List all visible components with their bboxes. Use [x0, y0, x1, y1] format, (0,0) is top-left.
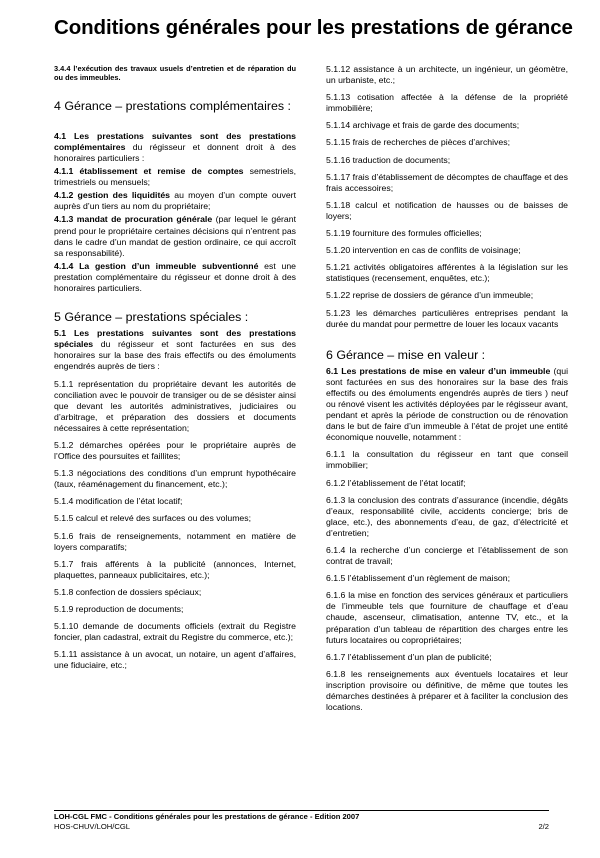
list-item: 5.1.5 calcul et relevé des surfaces ou des volumes;	[54, 513, 252, 524]
section-5-1-text: du régisseur et sont facturées en sus des honoraires sur la base des frais effectifs ou des émoluments engendrés auprès de tiers :	[54, 339, 296, 372]
section-6-1	[326, 366, 568, 444]
section-4-1-1	[54, 166, 296, 188]
section-4-1-3-text: (par lequel le gérant prend pour le propriétaire certaines décisions qui n’entrent pas dans le cadre d’un mandat de gestion ordinaire, ce qui accroît sa responsabilité).	[54, 214, 297, 258]
section-5-heading: 5 Gérance – prestations spéciales :	[54, 310, 249, 325]
list-item: 5.1.4 modification de l’état locatif;	[54, 496, 183, 507]
left-column	[54, 64, 296, 677]
section-5-1	[54, 328, 296, 372]
section-4-1-1-lead: 4.1.1 établissement et remise de comptes	[54, 166, 244, 177]
footer-reference-line	[54, 822, 549, 832]
list-item: 5.1.23 les démarches particulières entreprises pendant la durée du mandat pour permettre de louer les locaux vacants	[326, 307, 568, 329]
list-item: 5.1.22 reprise de dossiers de gérance d’un immeuble;	[326, 290, 534, 301]
section-4-1-4	[54, 261, 296, 294]
list-item: 6.1.2 l’établissement de l’état locatif;	[326, 477, 466, 488]
section-4-1-4-lead: 4.1.4 La gestion d’un immeuble subventionné	[54, 260, 259, 271]
section-6-1-text: (qui sont facturées en sus des honoraires sur la base des frais effectifs ou des émoluments engendrés auprès de tiers ) neuf ou rénové visent les activités déployées par le régisseur avant, pendant et après la période de construction ou de rénovation dans le but de faire d’un immeuble à l’état de projet une entité économique nouvelle, notamment :	[326, 365, 568, 443]
list-item: 5.1.13 cotisation affectée à la défense de la propriété immobilière;	[326, 92, 568, 114]
section-4-1-3-lead: 4.1.3 mandat de procuration générale	[54, 214, 213, 225]
list-item: 5.1.14 archivage et frais de garde des documents;	[326, 120, 520, 131]
list-item: 6.1.1 la consultation du régisseur en tant que conseil immobilier;	[326, 449, 568, 471]
section-4-1	[54, 131, 296, 164]
section-6-heading: 6 Gérance – mise en valeur :	[326, 347, 486, 362]
list-item: 5.1.3 négociations des conditions d’un emprunt hypothécaire (taux, réaménagement du financement, etc.);	[54, 468, 296, 490]
list-item: 5.1.19 fourniture des formules officielles;	[326, 228, 482, 239]
section-4-heading: 4 Gérance – prestations complémentaires :	[54, 98, 291, 113]
section-4-1-3	[54, 214, 296, 258]
section-4-1-2-lead: 4.1.2 gestion des liquidités	[54, 190, 171, 201]
page-footer	[54, 810, 549, 832]
section-4-1-text: du régisseur et donnent droit à des honoraires particuliers :	[54, 141, 296, 163]
list-item: 5.1.16 traduction de documents;	[326, 154, 451, 165]
list-item: 5.1.10 demande de documents officiels (extrait du Registre foncier, plan cadastral, extrait du Registre du commerce, etc.);	[54, 621, 296, 643]
list-item: 6.1.5 l’établissement d’un règlement de maison;	[326, 573, 510, 584]
list-item: 6.1.8 les renseignements aux éventuels locataires et leur inscription provisoire ou définitive, de même que toutes les démarches destinées à préparer et à faciliter la conclusion des locations.	[326, 668, 568, 713]
list-item: 5.1.21 activités obligatoires afférentes à la législation sur les statistiques (recensement, enquêtes, etc.);	[326, 262, 568, 284]
page-title: Conditions générales pour les prestations de gérance	[54, 16, 573, 39]
list-item: 5.1.1 représentation du propriétaire devant les autorités de conciliation avec le pouvoir de transiger ou de se désister ainsi que devant les autorités administratives, judiciaires ou d’arbitrage, et préparation des dossiers et documents nécessaires à cette représentation;	[54, 378, 296, 433]
list-item: 6.1.3 la conclusion des contrats d’assurance (incendie, dégâts d’eaux, responsabilité civile, accidents concierge; bris de glace, etc.), des abonnements d’eau, de gaz, d’électricité et d’entretien;	[326, 494, 568, 538]
section-5-1-lead: 5.1 Les prestations suivantes sont des prestations spéciales	[54, 328, 296, 350]
intro-paragraph: 3.4.4 l’exécution des travaux usuels d’entretien et de réparation du ou des immeubles.	[54, 64, 296, 83]
section-4-1-2	[54, 190, 296, 212]
list-item: 5.1.15 frais de recherches de pièces d’archives;	[326, 137, 510, 148]
list-item: 5.1.2 démarches opérées pour le propriétaire auprès de l’Office des poursuites et faillites;	[54, 439, 296, 462]
section-4-1-4-text: est une prestation complémentaire du régisseur et donne droit à des honoraires particuliers.	[54, 260, 296, 294]
footer-reference: HOS-CHUV/LOH/CGL	[54, 822, 130, 831]
list-item: 5.1.17 frais d’établissement de décomptes de chauffage et des frais accessoires;	[326, 171, 568, 193]
list-item: 5.1.12 assistance à un architecte, un ingénieur, un géomètre, un urbaniste, etc.;	[326, 64, 568, 86]
footer-document-title: LOH-CGL FMC - Conditions générales pour les prestations de gérance - Edition 2007	[54, 812, 360, 821]
list-item: 6.1.7 l’établissement d’un plan de publicité;	[326, 651, 492, 662]
list-item: 6.1.6 la mise en fonction des services généraux et particuliers de l’immeuble tels que fourniture de chauffage et d’eau chaude, ascenseur, climatisation, antenne TV, etc., et la préparation d’un tableau de répartition des charges entre les futurs locataires ou copropriétaires;	[326, 590, 568, 645]
list-item: 5.1.20 intervention en cas de conflits de voisinage;	[326, 245, 521, 256]
list-item: 5.1.18 calcul et notification de hausses ou de baisses de loyers;	[326, 199, 568, 221]
section-6-1-lead: 6.1 Les prestations de mise en valeur d’un immeuble	[326, 365, 551, 376]
list-item: 5.1.9 reproduction de documents;	[54, 604, 184, 614]
page-number: 2/2	[538, 822, 549, 831]
list-item: 5.1.7 frais afférents à la publicité (annonces, Internet, plaquettes, panneaux publicitaires, etc.);	[54, 558, 296, 580]
list-item: 6.1.4 la recherche d’un concierge et l’établissement de son contrat de travail;	[326, 545, 568, 567]
list-item: 5.1.11 assistance à un avocat, un notaire, un agent d’affaires, une fiduciaire, etc.;	[54, 649, 296, 671]
section-4-1-lead: 4.1 Les prestations suivantes sont des prestations complémentaires	[54, 130, 296, 152]
section-4-1-2-text: au moyen d’un compte ouvert auprès d’un tiers au nom du propriétaire;	[54, 190, 296, 212]
list-item: 5.1.6 frais de renseignements, notamment en matière de loyers comparatifs;	[54, 530, 296, 552]
list-item: 5.1.8 confection de dossiers spéciaux;	[54, 586, 202, 597]
right-column	[326, 64, 568, 719]
section-4-1-1-text: semestriels, trimestriels ou mensuels;	[54, 166, 296, 188]
